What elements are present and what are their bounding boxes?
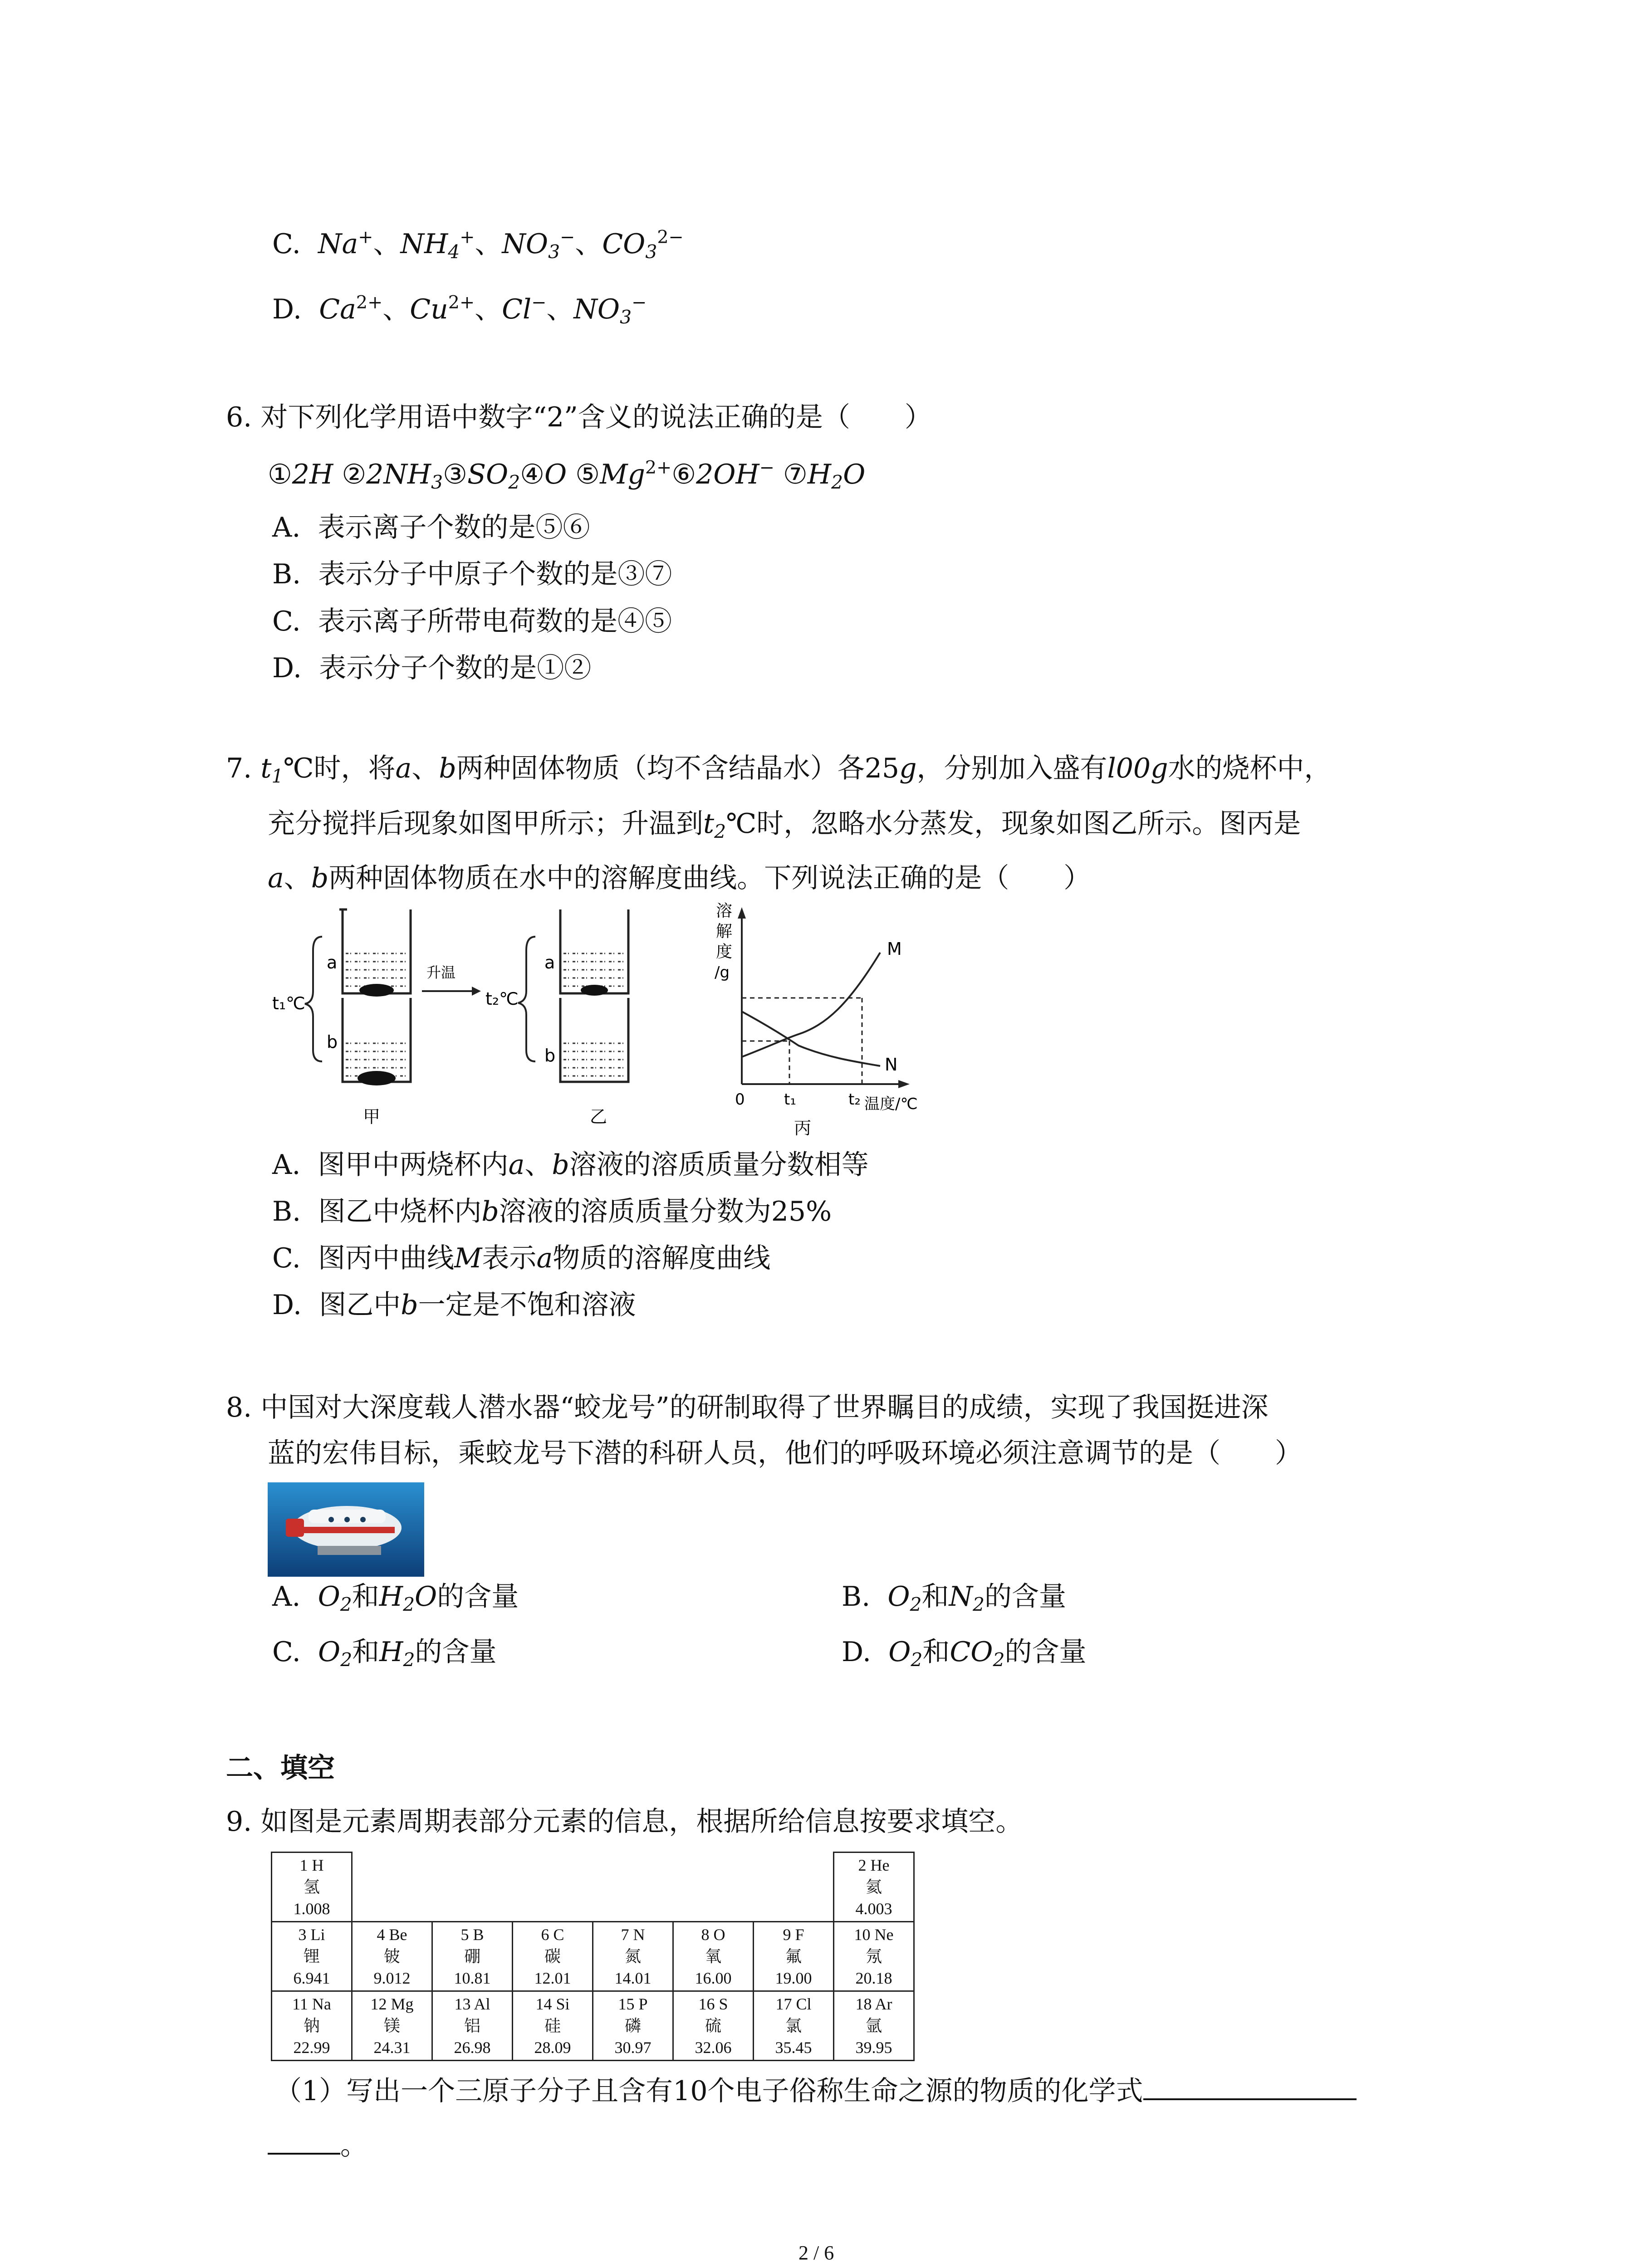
element-cell: 13 Al 铝 26.98 (432, 1991, 513, 2061)
brace-jia (305, 937, 322, 1061)
q8-option-c: C. $O_2$和$H_2$的含量 (272, 1636, 497, 1671)
page-number: 2 / 6 (798, 2242, 834, 2264)
q6-option-b: B. 表示分子中原子个数的是③⑦ (272, 558, 672, 590)
q9-stem: 9. 如图是元素周期表部分元素的信息，根据所给信息按要求填空。 (226, 1806, 1023, 1838)
beaker-label-b1: b (327, 1032, 338, 1052)
label-t2: t₂ (848, 1090, 861, 1109)
q6-stem: 6. 对下列化学用语中数字“2”含义的说法正确的是（ ） (226, 401, 932, 433)
q7-stem-line2: 充分搅拌后现象如图甲所示；升温到$t_2℃$时，忽略水分蒸发，现象如图乙所示。图丙是 (268, 808, 1301, 843)
q5-option-d: D. $Ca^{2+}$、$Cu^{2+}$、Cl−、$NO_3^-$ (272, 292, 647, 328)
q6-option-d: D. 表示分子个数的是①② (272, 652, 592, 684)
element-cell: 14 Si 硅 28.09 (513, 1991, 593, 2061)
q8-stem-line1: 8. 中国对大深度载人潜水器“蛟龙号”的研制取得了世界瞩目的成绩，实现了我国挺进深 (226, 1392, 1269, 1423)
q8-stem-line2: 蓝的宏伟目标，乘蛟龙号下潜的科研人员，他们的呼吸环境必须注意调节的是（ ） (268, 1437, 1302, 1469)
q9-sub-question-1: （1）写出一个三原子分子且含有10个电子俗称生命之源的物质的化学式 (274, 2073, 1357, 2105)
t1c-label: t₁℃ (272, 993, 305, 1013)
q7-option-a: A. 图甲中两烧杯内a、b溶液的溶质质量分数相等 (272, 1149, 869, 1181)
q7-stem-line1: 7. $t_1℃$时，将a、b两种固体物质（均不含结晶水）各25g，分别加入盛有l00g水的烧杯中， (226, 753, 1332, 787)
element-cell: 12 Mg 镁 24.31 (352, 1991, 432, 2061)
element-cell: 10 Ne 氖 20.18 (834, 1922, 914, 1991)
beaker-yi-a (560, 909, 628, 996)
beaker-label-a1: a (327, 953, 338, 973)
element-cell: 11 Na 钠 22.99 (272, 1991, 352, 2061)
q5-option-c: C. Na+、$NH_4^+$、$NO_3^-$、$CO_3^{2-}$ (272, 227, 684, 263)
beaker-label-b2: b (544, 1046, 556, 1066)
q8-option-a: A. $O_2$和$H_2O$的含量 (272, 1581, 519, 1616)
q7-figure (254, 900, 944, 1154)
element-cell: 3 Li 锂 6.941 (272, 1922, 352, 1991)
section-heading: 二、填空 (226, 1752, 335, 1784)
arrow-label: 升温 (426, 964, 456, 981)
q8-option-b: B. $O_2$和$N_2$的含量 (842, 1581, 1066, 1616)
answer-blank-1-cont[interactable] (268, 2127, 340, 2155)
q7-option-c: C. 图丙中曲线M表示a物质的溶解度曲线 (272, 1242, 771, 1274)
brace-yi (518, 937, 535, 1061)
element-cell: 18 Ar 氩 39.95 (834, 1991, 914, 2061)
element-cell-h: 1 H 氢 1.008 (272, 1853, 352, 1922)
element-cell: 17 Cl 氯 35.45 (754, 1991, 834, 2061)
label-bing: 丙 (794, 1118, 812, 1138)
beaker-yi-b (560, 998, 628, 1082)
q7-option-b: B. 图乙中烧杯内b溶液的溶质质量分数为25% (272, 1196, 832, 1227)
curve-n (742, 1012, 880, 1066)
label-m: M (887, 939, 902, 959)
label-t1: t₁ (784, 1090, 796, 1109)
ylabel-2: 解 (716, 922, 733, 941)
q6-option-c: C. 表示离子所带电荷数的是④⑤ (272, 606, 672, 637)
answer-blank-1[interactable] (1143, 2073, 1357, 2100)
element-cell: 7 N 氮 14.01 (593, 1922, 673, 1991)
q6-formulas: ①2H $②2NH_3③SO_2④O$ $⑤Mg^{2+}⑥2OH^-$ $⑦H_2O$ (268, 457, 866, 494)
element-cell: 9 F 氟 19.00 (754, 1922, 834, 1991)
label-jia: 甲 (363, 1107, 381, 1127)
solubility-chart (715, 902, 918, 1138)
label-yi: 乙 (590, 1107, 607, 1127)
element-cell-he: 2 He 氦 4.003 (834, 1853, 914, 1922)
element-cell: 6 C 碳 12.01 (513, 1922, 593, 1991)
jiaolong-submarine-image (268, 1482, 424, 1577)
beaker-jia-a (339, 909, 411, 997)
element-cell: 4 Be 铍 9.012 (352, 1922, 432, 1991)
ylabel-4: /g (715, 963, 730, 982)
element-cell: 15 P 磷 30.97 (593, 1991, 673, 2061)
periodic-table (271, 1852, 915, 2061)
q6-option-a: A. 表示离子个数的是⑤⑥ (272, 512, 590, 543)
ylabel-1: 溶 (716, 902, 733, 920)
label-n: N (885, 1055, 898, 1075)
t2c-label: t₂℃ (485, 989, 519, 1009)
ylabel-3: 度 (716, 943, 733, 961)
beaker-jia-b (343, 998, 411, 1085)
element-cell: 5 B 硼 10.81 (432, 1922, 513, 1991)
q7-stem-line3: a、b两种固体物质在水中的溶解度曲线。下列说法正确的是（ ） (268, 862, 1091, 894)
label-xaxis: 温度/℃ (864, 1095, 918, 1113)
element-cell: 16 S 硫 32.06 (673, 1991, 754, 2061)
beaker-label-a2: a (544, 953, 555, 973)
q9-sub-question-1-cont: 。 (268, 2127, 367, 2159)
element-cell: 8 O 氧 16.00 (673, 1922, 754, 1991)
q8-option-d: D. $O_2$和$CO_2$的含量 (842, 1636, 1087, 1671)
q7-option-d: D. 图乙中b一定是不饱和溶液 (272, 1289, 636, 1321)
label-zero: 0 (735, 1090, 745, 1109)
